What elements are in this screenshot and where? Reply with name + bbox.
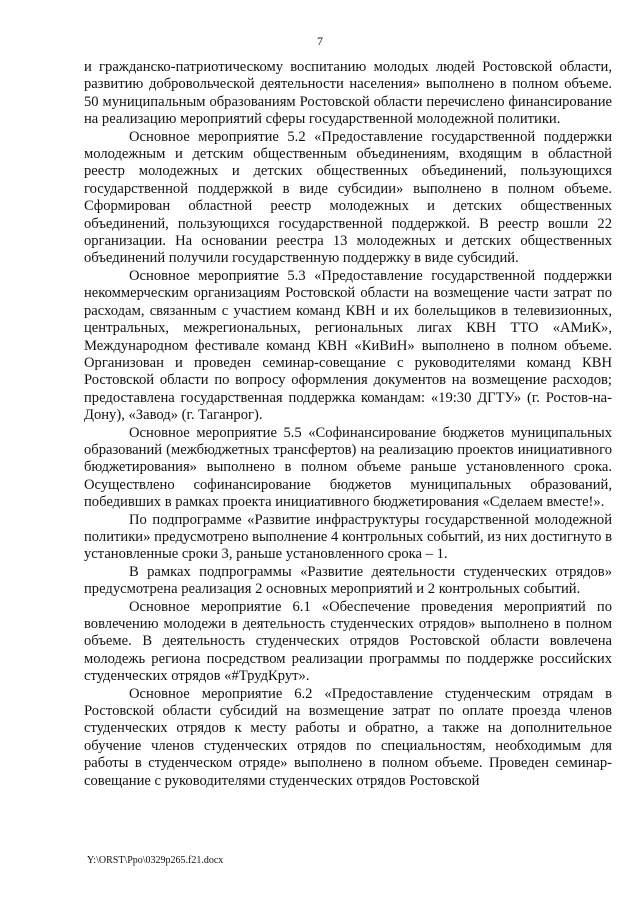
paragraph-measure-5-2: Основное мероприятие 5.2 «Предоставление государственной поддержки молодежным и детским общественным объединениям, входящим в областной реестр молодежных и детских общественных объединений, пользующихся государственной поддержкой в виде субсидии» выполнено в полном объеме. Сформирован областной реестр молодежных и детских общественных объединений, пользующихся государственной поддержкой. В реестр вошли 22 организации. На основании реестра 13 молодежных и детских общественных объединений получили государственную поддержку в виде субсидий. xyxy=(84,128,612,267)
paragraph-continuation: и гражданско-патриотическому воспитанию молодых людей Ростовской области, развитию добровольческой деятельности населения» выполнено в полном объеме. 50 муниципальным образованиям Ростовской области перечислено финансирование на реализацию мероприятий сферы государственной молодежной политики. xyxy=(84,59,612,128)
paragraph-measure-6-1: Основное мероприятие 6.1 «Обеспечение проведения мероприятий по вовлечению молодежи в деятельность студенческих отрядов» выполнено в полном объеме. В деятельность студенческих отрядов Ростовской области вовлечена молодежь региона посредством реализации программы по поддержке российских студенческих отрядов «#ТрудКрут». xyxy=(84,598,612,685)
document-body xyxy=(84,59,612,790)
paragraph-student-brigades-subprogram: В рамках подпрограммы «Развитие деятельности студенческих отрядов» предусмотрена реализация 2 основных мероприятий и 2 контрольных событий. xyxy=(84,563,612,598)
paragraph-measure-5-3: Основное мероприятие 5.3 «Предоставление государственной поддержки некоммерческим организациям Ростовской области на возмещение части затрат по расходам, связанным с участием команд КВН и их болельщиков в телевизионных, центральных, межрегиональных, региональных лигах КВН ТТО «АМиК», Международном фестивале команд КВН «КиВиН» выполнено в полном объеме. Организован и проведен семинар-совещание с руководителями команд КВН Ростовской области по вопросу оформления документов на возмещение расходов; предоставлена государственная поддержка командам: «19:30 ДГТУ» (г. Ростов-на-Дону), «Завод» (г. Таганрог). xyxy=(84,267,612,424)
paragraph-measure-5-5: Основное мероприятие 5.5 «Софинансирование бюджетов муниципальных образований (межбюджетных трансфертов) на реализацию проектов инициативного бюджетирования» выполнено в полном объеме раньше установленного срока. Осуществлено софинансирование бюджетов муниципальных образований, победивших в рамках проекта инициативного бюджетирования «Сделаем вместе!». xyxy=(84,424,612,511)
paragraph-measure-6-2: Основное мероприятие 6.2 «Предоставление студенческим отрядам в Ростовской области субсидий на возмещение затрат по оплате проезда членов студенческих отрядов к месту работы и обратно, а также на дополнительное обучение членов студенческих отрядов по специальностям, необходимым для работы в студенческом отряде» выполнено в полном объеме. Проведен семинар-совещание с руководителями студенческих отрядов Ростовской xyxy=(84,685,612,789)
page-number: 7 xyxy=(317,34,323,48)
paragraph-infrastructure-subprogram: По подпрограмме «Развитие инфраструктуры государственной молодежной политики» предусмотрено выполнение 4 контрольных событий, из них достигнуто в установленные сроки 3, раньше установленного срока – 1. xyxy=(84,511,612,563)
file-path-footer: Y:\ORST\Ppo\0329p265.f21.docx xyxy=(87,855,224,866)
